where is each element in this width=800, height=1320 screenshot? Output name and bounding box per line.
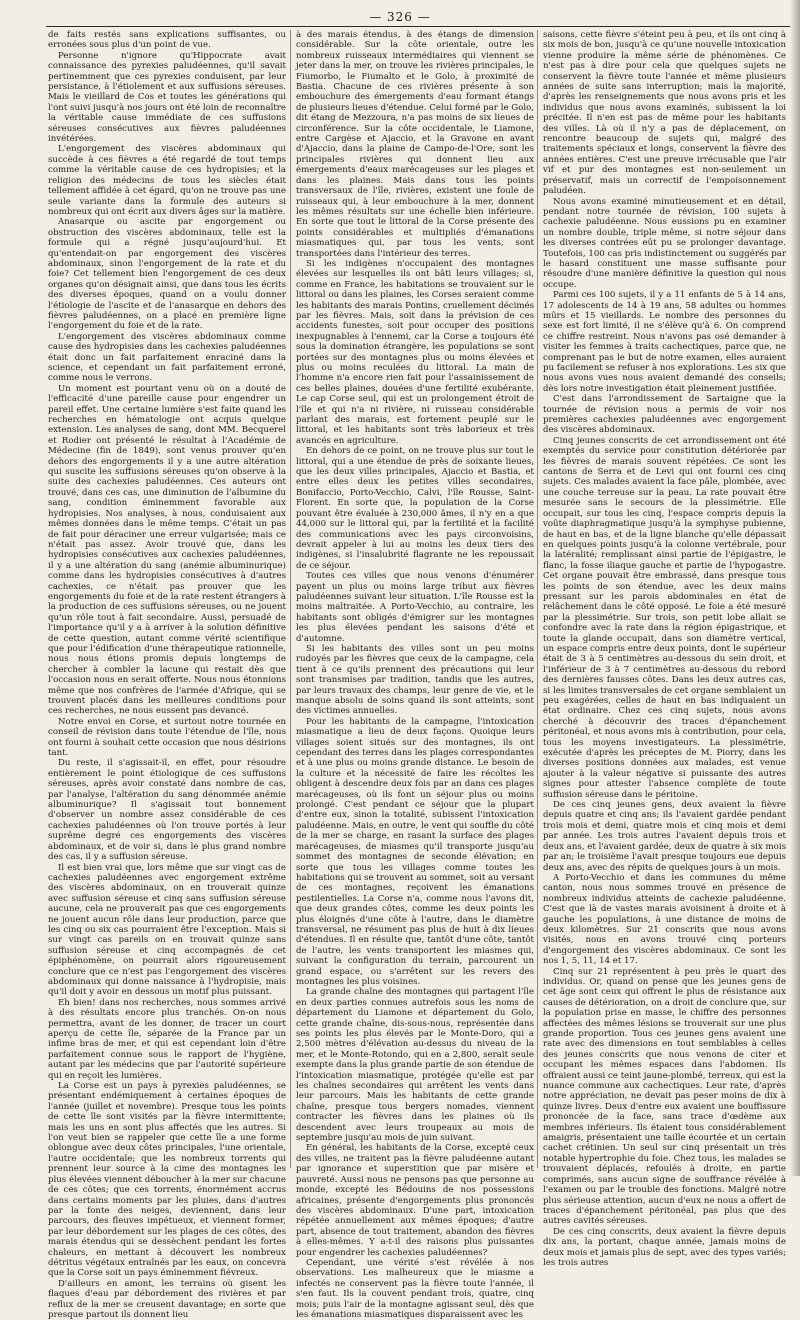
column-rule	[290, 30, 291, 1168]
paragraph: à des marais étendus, à des étangs de dimension considérable. Sur la côte orientale, outre les nombreux ruisseaux intermédiaires qui viennent se jeter dans la mer, on trouve les rivières principales, le Fiumorbo, le Fiumalto et le Golo, à proximité de Bastia. Chacune de ces rivières présente à son embouchure des émergements d'eau formant étangs de plusieurs lieues d'étendue. Celui formé par le Golo, dit étang de Mezzoura, n'a pas moins de six lieues de circonférence. Sur la côte occidentale, le Liamone, entre Cargèse et Ajaccio, et la Gravone en avant d'Ajaccio, dans la plaine de Campo-de-l'Ore, sont les principales rivières qui donnent lieu aux émergements d'eaux marécageuses sur les plages et dans les plaines. Mais dans tous les points transversaux de l'île, rivières, existent une foule de ruisseaux qui, à leur embouchure à la mer, donnent les mêmes résultats sur une échelle bien inférieure. En sorte que tout le littoral de la Corse présente des points considérables et multipliés d'émanations miasmatiques qui, par tous les vents, sont transportées dans l'intérieur des terres.	[296, 30, 534, 259]
paragraph: L'engorgement des viscères abdominaux qui succède à ces fièvres a été regardé de tout temps comme la véritable cause de ces hydropisies; et la religion des médecins de tous les siècles était tellement affidée à cet égard, qu'on ne trouve pas une seule variante dans la formule des auteurs si nombreux qui ont écrit aux divers âges sur la matière.	[48, 144, 286, 217]
paragraph: Personne n'ignore qu'Hippocrate avait connaissance des pyrexies paludéennes, qu'il savait pertinemment que ces pyrexies conduisent, par leur persistance, à l'étiolement et aux suffusions séreuses. Mais le vieillard de Cos et toutes les générations qui l'ont suivi jusqu'à nos jours ont été loin de reconnaître la véritable cause immédiate de ces suffusions séreuses consécutives aux fièvres paludéennes invétérées.	[48, 50, 286, 145]
paragraph: Notre envoi en Corse, et surtout notre tournée en conseil de révision dans toute l'étendue de l'île, nous ont fourni à souhait cette occasion que nous désirions tant.	[48, 716, 286, 759]
paragraph: de faits restés sans explications suffisantes, ou erronées sous plus d'un point de vue.	[48, 30, 286, 51]
paragraph: En général, les habitants de la Corse, excepté ceux des villes, ne traitent pas la fièvre paludéenne autant par ignorance et superstition que par misère et pauvreté. Aussi nous ne pensons pas que personne au monde, excepté les Bédouins de nos possessions africaines, présente d'engorgements plus prononcés des viscères abdominaux. D'une part, intoxication répétée annuellement aux mêmes époques; d'autre part, absence de tout traitement, abandon des fièvres à elles-mêmes. Y a-t-il des raisons plus puissantes pour engendrer les cachexies paludéennes?	[296, 1143, 534, 1258]
header-rule	[46, 26, 790, 27]
paragraph: De ces cinq conscrits, deux avaient la fièvre depuis dix ans, la portant, chaque année, jamais moins de deux mois et jamais plus de sept, avec des types variés; les trois autres	[543, 1226, 786, 1268]
paragraph: Un moment est pourtant venu où on a douté de l'efficacité d'une pareille cause pour engendrer un pareil effet. Une certaine lumière s'est faite quand les recherches en hématologie ont acquis quelque extension. Les analyses de sang, dont MM. Becquerel et Rodier ont présenté le résultat à l'Académie de Médecine (fin de 1849), sont venus prouver qu'en dehors des engorgements il y a une autre altération qui suscite les suffusions séreuses qu'on observe à la suite des cachexies paludéennes. Ces auteurs ont trouvé, dans ces cas, une diminution de l'albumine du sang, condition éminemment favorable aux hydropisies. Nos analyses, à nous, conduisaient aux mêmes données dans le même temps. C'était un pas de fait pour déraciner une erreur vulgarisée; mais ce n'était pas assez. Avoir trouvé que, dans les hydropisies consécutives aux cachexies paludéennes, il y a une altération du sang (anémie albuminurique) comme dans les hydropisies consécutives à d'autres cachexies, ce n'était pas prouver que les engorgements du foie et de la rate restent étrangers à la production de ces suffusions séreuses, ou ne jouent qu'un rôle tout à fait secondaire. Aussi, persuadé de l'importance qu'il y a à arriver à la solution définitive de cette question, autant comme vérité scientifique que pour l'édification d'une thérapeutique rationnelle, nous nous étions promis depuis longtemps de chercher à combler la lacune qui restait dès que l'occasion nous en serait offerte. Nous nous étonnions même que nos confrères de l'armée d'Afrique, qui se trouvent placés dans les meilleures conditions pour ces recherches, ne nous eussent pas devancé.	[48, 383, 286, 717]
paragraph: D'ailleurs en amont, les terrains où gisent les flaques d'eau par débordement des rivières et par reflux de la mer se creusent davantage; en sorte que presque partout ils donnent lieu	[48, 1278, 286, 1320]
paragraph: L'engorgement des viscères abdominaux comme cause des hydropisies dans les cachexies paludéennes était donc un fait parfaitement enraciné dans la science, et cependant un fait parfaitement erroné, comme nous le verrons.	[48, 331, 286, 384]
column-rule	[537, 30, 538, 1168]
text-column-3	[543, 30, 786, 1268]
paragraph: Toutes ces villes que nous venons d'énumérer payent un plus ou moins large tribut aux fièvres paludéennes suivant leur situation. L'île Rousse est la moins maltraitée. A Porto-Vecchio, au contraire, les habitants sont obligés d'émigrer sur les montagnes les plus élevées pendant les saisons d'été et d'automne.	[296, 571, 534, 644]
paragraph: La grande chaîne des montagnes qui partagent l'île en deux parties connues autrefois sous les noms de département du Liamone et département du Golo, cette grande chaîne, dis-sous-nous, représentée dans ses points les plus élevés par le Monte-Doro, qui a 2,500 mètres d'élévation au-dessus du niveau de la mer, et le Monte-Rotondo, qui en a 2,800, serait seule exempte dans la plus grande partie de son étendue de l'intoxication miasmatique, protégée qu'elle est par les chaînes secondaires qui arrêtent les vents dans leur parcours. Mais les habitants de cette grande chaîne, presque tous bergers nomades, viennent contracter les fièvres dans les plaines où ils descendent avec leurs troupeaux au mois de septembre jusqu'au mois de juin suivant.	[296, 987, 534, 1144]
paragraph: Parmi ces 100 sujets, il y a 11 enfants de 5 à 14 ans, 17 adolescents de 14 à 19 ans, 58 adultes ou hommes mûrs et 15 vieillards. Le nombre des personnes du sexe est fort limité, il ne s'élève qu'à 6. On comprend ce chiffre restreint. Nous n'avons pas osé demander à visiter les femmes à traits cachectiques, parce que, ne comprenant pas le but de notre examen, elles auraient pu facilement se refuser à nos explorations. Les six que nous avons vues nous avaient demandé des conseils; dès lors notre investigation était pleinement justifiée.	[543, 290, 786, 394]
paragraph: Si les habitants des villes sont un peu moins rudoyés par les fièvres que ceux de la campagne, cela tient à ce qu'ils prennent des précautions qui leur sont transmises par tradition, tandis que les autres, par leurs travaux des champs, leur genre de vie, et le manque absolu de soins quand ils sont atteints, sont des victimes annuelles.	[296, 643, 534, 717]
paragraph: En dehors de ce point, on ne trouve plus sur tout le littoral, qui a une étendue de près de soixante lieues, que les deux villes principales, Ajaccio et Bastia, et entre elles deux les petites villes secondaires, Bonifaccio, Porto-Vecchio, Calvi, l'île Rousse, Saint-Florent. En sorte que, la population de la Corse pouvant être évaluée à 230,000 âmes, il n'y en a que 44,000 sur le littoral qui, par la fertilité et la facilité des communications avec les pays circonvoisins, devrait appeler à lui au moins les deux tiers des indigènes, si l'insalubrité flagrante ne les repoussait de ce séjour.	[296, 446, 534, 571]
paragraph: Cinq sur 21 représentent à peu près le quart des individus. Or, quand on pense que les jeunes gens de cet âge sont ceux qui offrent le plus de résistance aux causes de détérioration, on a droit de conclure que, sur la population prise en masse, le chiffre des personnes affectées des mêmes lésions se trouverait sur une plus grande proportion. Tous ces jeunes gens avaient une rate avec des dimensions en tout semblables à celles des jeunes conscrits que nous venons de citer et occupant les mêmes espaces dans l'abdomen. Ils offraient aussi ce teint jaune-plombé, terreux, qui est la nuance commune aux cachectiques. Leur rate, d'après notre appréciation, ne devait pas peser moins de dix à quinze livres. Deux d'entre eux avaient une bouffissure prononcée de la face, sans trace d'œdème aux membres inférieurs. Ils étaient tous considérablement amaigris, présentaient une taille écourtée et un certain cachet crétinien. Un seul sur cinq présentait un très notable hypertrophie du foie. Chez tous, les malades se trouvaient déplacés, refoulés à droite, en partie comprimés, sans aucun signe de souffrance révélée à l'examen ou par le trouble des fonctions. Malgré notre plus sérieuse attention, aucun d'eux ne nous a offert de traces d'épanchement péritonéal, pas plus que des autres cavités séreuses.	[543, 966, 786, 1227]
paragraph: Si les indigènes n'occupaient des montagnes élevées sur lesquelles ils ont bâti leurs villages; si, comme en France, les habitations se trouvaient sur le littoral ou dans les plaines, les Corses seraient comme les habitants des marais Pontins, cruellement décimés par les fièvres. Mais, soit dans la prévision de ces accidents funestes, soit pour occuper des positions inexpugnables à l'ennemi, car la Corse a toujours été sous la domination étrangère, les populations se sont portées sur des montagnes plus ou moins élevées et plus ou moins reculées du littoral. La main de l'homme n'a encore rien fait pour l'assainissement de ces belles plaines, douées d'une fertilité exubérante. Le cap Corse seul, qui est un prolongement étroit de l'île et qui n'a ni rivière, ni ruisseau considérable parlant des marais, est fortement peuplé sur le littoral, et les habitants sont très laborieux et très avancés en agriculture.	[296, 258, 534, 446]
paragraph: Nous avons examiné minutieusement et en détail, pendant notre tournée de révision, 100 sujets à cachexie paludéenne. Nous eussions pu en examiner un nombre double, triple même, si notre séjour dans les diverses contrées eût pu se prolonger davantage. Toutefois, 100 cas pris indistinctement ou suggérés par le hasard constituent une masse suffisante pour résoudre d'une manière définitive la question qui nous occupe.	[543, 196, 786, 290]
paragraph: Cependant, une vérité s'est révélée à nos observations. Les malheureux que le miasme a infectés ne conservent pas la fièvre toute l'année, il s'en faut. Ils la couvent pendant trois, quatre, cinq mois; puis l'air de la montagne agissant seul, dès que les émanations miasmatiques disparaissent avec les	[296, 1257, 534, 1320]
paragraph: Cinq jeunes conscrits de cet arrondissement ont été exemptés du service pour constitution détériorée par les fièvres de marais souvent répétées. Ce sont les cantons de Serra et de Levi qui ont fourni ces cinq sujets. Ces malades avaient la face pâle, plombée, avec une couche terreuse sur la peau. La rate pouvait être mesurée sans le secours de la plessimétrie. Elle occupait, sur tous les cinq, l'espace compris depuis la voûte diaphragmatique jusqu'à la symphyse pubienne, de haut en bas, et de la ligne blanche qu'elle dépassait en quelques points jusqu'à la colonne vertébrale, pour la latéralité; remplissant ainsi partie de l'épigastre, le flanc, la fosse iliaque gauche et partie de l'hypogastre. Cet organe pouvait être embrassé, dans presque tous les points de son étendue, avec les deux mains pressant sur les parois abdominales en état de relâchement dans le côté opposé. Le foie a été mesuré par la plessimétrie. Sur trois, son petit lobe allait se confondre avec la rate dans la région épigastrique, et toute la glande occupait, dans son diamètre vertical, un espace compris entre deux points, dont le supérieur était de 3 à 5 centimètres au-dessous du sein droit, et l'inférieur de 3 à 7 centimètres au-dessous du rebord des dernières fausses côtes. Dans les deux autres cas, si les limites transversales de cet organe semblaient un peu exagérées, celles de haut en bas indiquaient un état ordinaire. Chez ces cinq sujets, nous avons cherché à découvrir des traces d'épanchement péritonéal, et nous avons mis à contribution, pour cela, tous les moyens investigateurs. La plessimétrie, exécutée d'après les préceptes de M. Piorry, dans les diverses positions données aux malades, est venue ajouter à la valeur négative si puissante des autres signes pour attester l'absence complète de toute suffusion séreuse dans le péritoine.	[543, 435, 786, 800]
paragraph: Il est bien vrai que, lors même que sur vingt cas de cachexies paludéennes avec engorgement extrême des viscères abdominaux, on en trouverait quinze avec suffusion séreuse et cinq sans suffusion séreuse aucune, cela ne prouverait pas que ces engorgements ne jouent aucun rôle dans leur production, parce que les cinq ou six cas pourraient être l'exception. Mais si sur vingt cas pareils on en trouvait quinze sans suffusion séreuse et cinq accompagnés de cet épiphénomène, on pourrait alors rigoureusement conclure que ce n'est pas l'engorgement des viscères abdominaux qui donne naissance à l'hydropisie, mais qu'il doit y avoir en dessous un motif plus puissant.	[48, 862, 286, 998]
paragraph: Anasarque ou ascite par engorgement ou obstruction des viscères abdominaux, telle est la formule qui a régné jusqu'aujourd'hui. Et qu'entendait-on par engorgement des viscères abdominaux, sinon l'engorgement de la rate et du foie? Cet tellement bien l'engorgement de ces deux organes qu'on désignait ainsi, que dans tous les écrits des diverses époques, quand on a voulu donner l'étiologie de l'ascite et de l'anasarque en dehors des fièvres paludéennes, on a placé en première ligne l'engorgement du foie et de la rate.	[48, 217, 286, 332]
paragraph: A Porto-Vecchio et dans les communes du même canton, nous nous sommes trouvé en présence de nombreux individus atteints de cachexie paludéenne. C'est que là de vastes marais avoisinent à droite et à gauche les populations, à une distance de moins de deux kilomètres. Sur 21 conscrits que nous avons visités, nous en avons trouvé cinq porteurs d'engorgement des viscères abdominaux. Ce sont les nos 1, 5, 11, 14 et 17.	[543, 872, 786, 967]
page-number: — 326 —	[369, 10, 431, 24]
paragraph: La Corse est un pays à pyrexies paludéennes, se présentant endémiquement à certaines époques de l'année (juillet et novembre). Presque tous les points de cette île sont visités par la fièvre intermittente; mais les uns en sont plus affectés que les autres. Si l'on veut bien se rappeler que cette île a une forme oblongue avec deux côtes principales, l'une orientale, l'autre occidentale; que les nombreux torrents qui prennent leur source à la cime des montagnes les plus élevées viennent déboucher à la mer sur chacune de ces côtes; que ces torrents, énormément accrus dans certains moments par les pluies, dans d'autres par la fonte des neiges, deviennent, dans leur parcours, des fleuves impétueux, et viennent former, par leur débordement sur les plages de ces côtes, des marais étendus qui se dessèchent pendant les fortes chaleurs, en mettant à découvert les nombreux détritus végétaux entraînés par les eaux, on concevra que la Corse soit un pays éminemment fiévreux.	[48, 1081, 286, 1279]
running-header	[0, 2, 800, 26]
paragraph: Eh bien! dans nos recherches, nous sommes arrivé à des résultats encore plus tranchés. On-on nous permettra, avant de les donner, de tracer un court aperçu de cette île, séparée de la France par un infime bras de mer, et qui est cependant loin d'être parfaitement connue sous le rapport de l'hygiène, autant par les médecins que par l'autorité supérieure qui en reçoit les lumières.	[48, 997, 286, 1081]
paragraph: C'est dans l'arrondissement de Sartaigne que la tournée de révision nous a permis de voir nos premières cachexies paludéennes avec engorgement des viscères abdominaux.	[543, 394, 786, 436]
paragraph: saisons, cette fièvre s'éteint peu à peu, et ils ont cinq à six mois de bon, jusqu'à ce qu'une nouvelle intoxication vienne produire la même série de phénomènes. Ce n'est pas à dire pour cela que quelques sujets ne conservent la fièvre toute l'année et même plusieurs années de suite sans interruption; mais la majorité, d'après les renseignements que nous avons pris et les individus que nous avons examinés, subissent la loi précitée. Il n'en est pas de même pour les habitants des villes. Là où il n'y a pas de déplacement, on rencontre beaucoup de sujets qui, malgré des traitements spéciaux et longs, conservent la fièvre des années entières. C'est une preuve irrécusable que l'air vif et pur des montagnes est non-seulement un préservatif, mais un correctif de l'empoisonnement paludéen.	[543, 30, 786, 197]
paragraph: Du reste, il s'agissait-il, en effet, pour résoudre entièrement le point étiologique de ces suffusions séreuses, après avoir constaté dans nombre de cas, par l'analyse, l'altération du sang dénommée anémie albuminurique? Il s'agissait tout bonnement d'observer un nombre assez considérable de ces cachexies paludéennes où l'on trouve portés à leur suprême degré ces engorgements des viscères abdominaux, et de voir si, dans le plus grand nombre des cas, il y a suffusion séreuse.	[48, 758, 286, 863]
page-edge-shadow	[790, 0, 800, 1176]
paragraph: De ces cinq jeunes gens, deux avaient la fièvre depuis quatre et cinq ans; ils l'avaient gardée pendant trois mois et demi, quatre mois et cinq mois et demi par année. Les trois autres l'avaient depuis trois et deux ans, et l'avaient gardée, deux de quatre à six mois par an; le troisième l'avait presque toujours eue depuis deux ans, avec des répits de quelques jours à un mois.	[543, 800, 786, 873]
text-column-2	[296, 30, 534, 1320]
paragraph: Pour les habitants de la campagne, l'intoxication miasmatique a lieu de deux façons. Quoique leurs villages soient situés sur des montagnes, ils ont cependant des terres dans les plages correspondantes et à une plus ou moins grande distance. Le besoin de la culture et la nécessité de faire les récoltes les obligent à descendre deux fois par an dans ces plages marécageuses, où ils font un séjour plus ou moins prolongé. C'est pendant ce séjour que la plupart d'entre eux, sinon la totalité, subissent l'intoxication paludéenne. Mais, en outre, le vent qui souffle du côté de la mer se charge, en rasant la surface des plages marécageuses, de miasmes qu'il transporte jusqu'au sommet des montagnes de seconde élévation; en sorte que tous les villages comme toutes les habitations qui se trouvent au sommet, soit au versant de ces montagnes, reçoivent les émanations pestilentielles. La Corse n'a, comme nous l'avons dit, que deux grandes côtes, comme les deux points les plus éloignés d'une côte à l'autre, dans le diamètre transversal, ne résument pas plus de huit à dix lieues d'étendues. Il en résulte que, tantôt d'une côte, tantôt de l'autre, les vents transportent les miasmes qui, suivant la configuration du terrain, parcourent un grand espace, ou s'arrêtent sur les revers des montagnes les plus voisines.	[296, 716, 534, 987]
text-column-1	[48, 30, 286, 1320]
